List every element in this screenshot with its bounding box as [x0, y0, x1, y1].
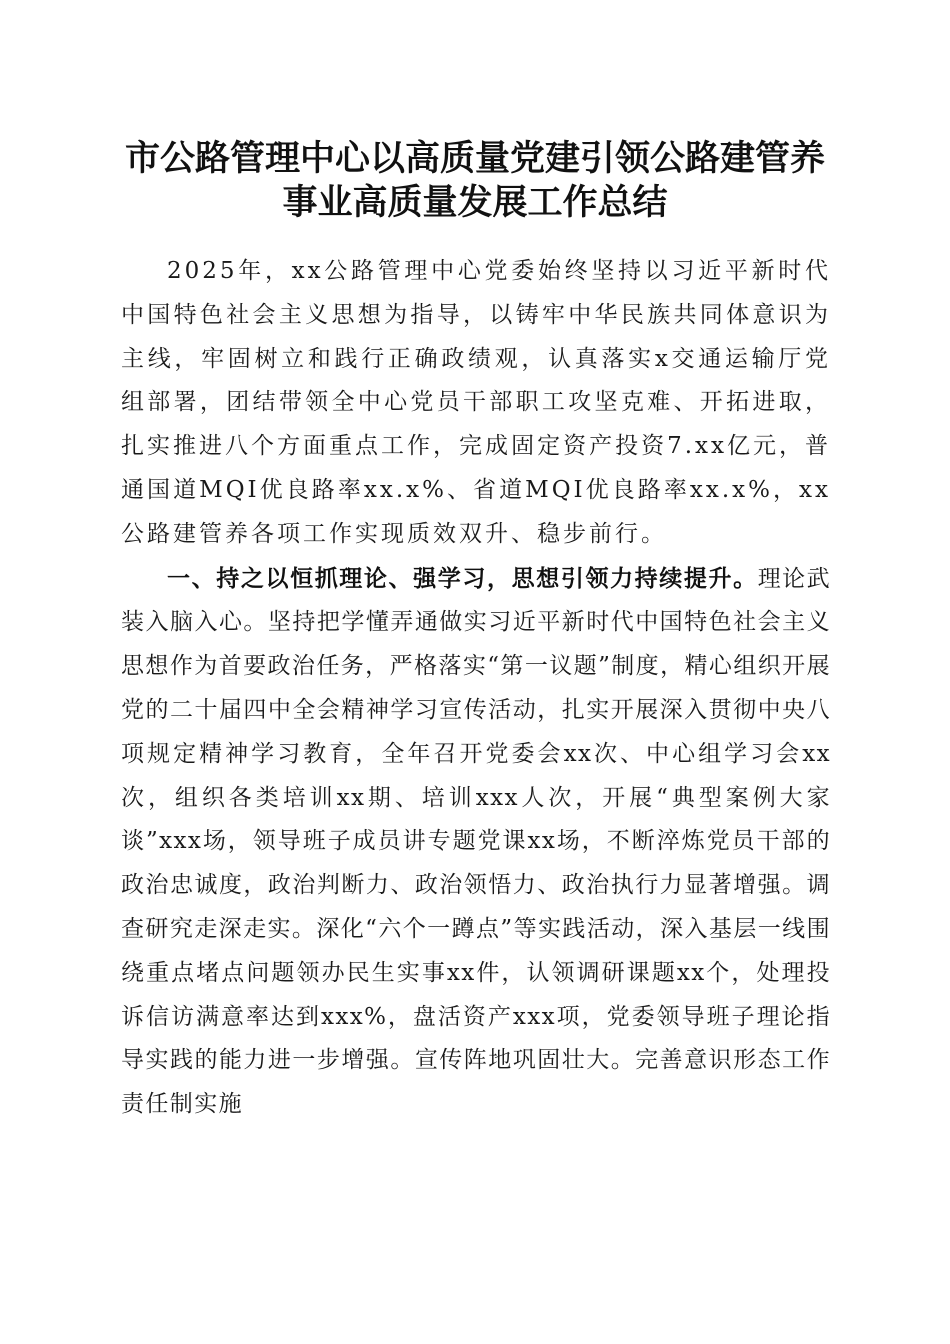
document-title-line-2: 事业高质量发展工作总结: [282, 182, 668, 223]
section-1-paragraph: [121, 557, 831, 1127]
intro-paragraph: 2025年，xx公路管理中心党委始终坚持以习近平新时代中国特色社会主义思想为指导，以铸牢中华民族共同体意识为主线，牢固树立和践行正确政绩观，认真落实x交通运输厅党组部署，团结带领全中心党员干部职工攻坚克难、开拓进取，扎实推进八个方面重点工作，完成固定资产投资7.xx亿元，普通国道MQI优良路率xx.x%、省道MQI优良路率xx.x%，xx公路建管养各项工作实现质效双升、稳步前行。: [121, 258, 831, 547]
document-title-line-1: 市公路管理中心以高质量党建引领公路建管养: [124, 138, 825, 179]
section-1-heading: 一、持之以恒抓理论、强学习，思想引领力持续提升。: [167, 564, 758, 592]
document-body: [121, 250, 831, 1127]
section-1-body: 理论武装入脑入心。坚持把学懂弄通做实习近平新时代中国特色社会主义思想作为首要政治任务，严格落实“第一议题”制度，精心组织开展党的二十届四中全会精神学习宣传活动，扎实开展深入贯彻中央八项规定精神学习教育，全年召开党委会xx次、中心组学习会xx次，组织各类培训xx期、培训xxx人次，开展“典型案例大家谈”xxx场，领导班子成员讲专题党课xx场，不断淬炼党员干部的政治忠诚度，政治判断力、政治领悟力、政治执行力显著增强。调查研究走深走实。深化“六个一蹲点”等实践活动，深入基层一线围绕重点堵点问题领办民生实事xx件，认领调研课题xx个，处理投诉信访满意率达到xxx%，盘活资产xxx项，党委领导班子理论指导实践的能力进一步增强。宣传阵地巩固壮大。完善意识形态工作责任制实施: [121, 565, 831, 1118]
